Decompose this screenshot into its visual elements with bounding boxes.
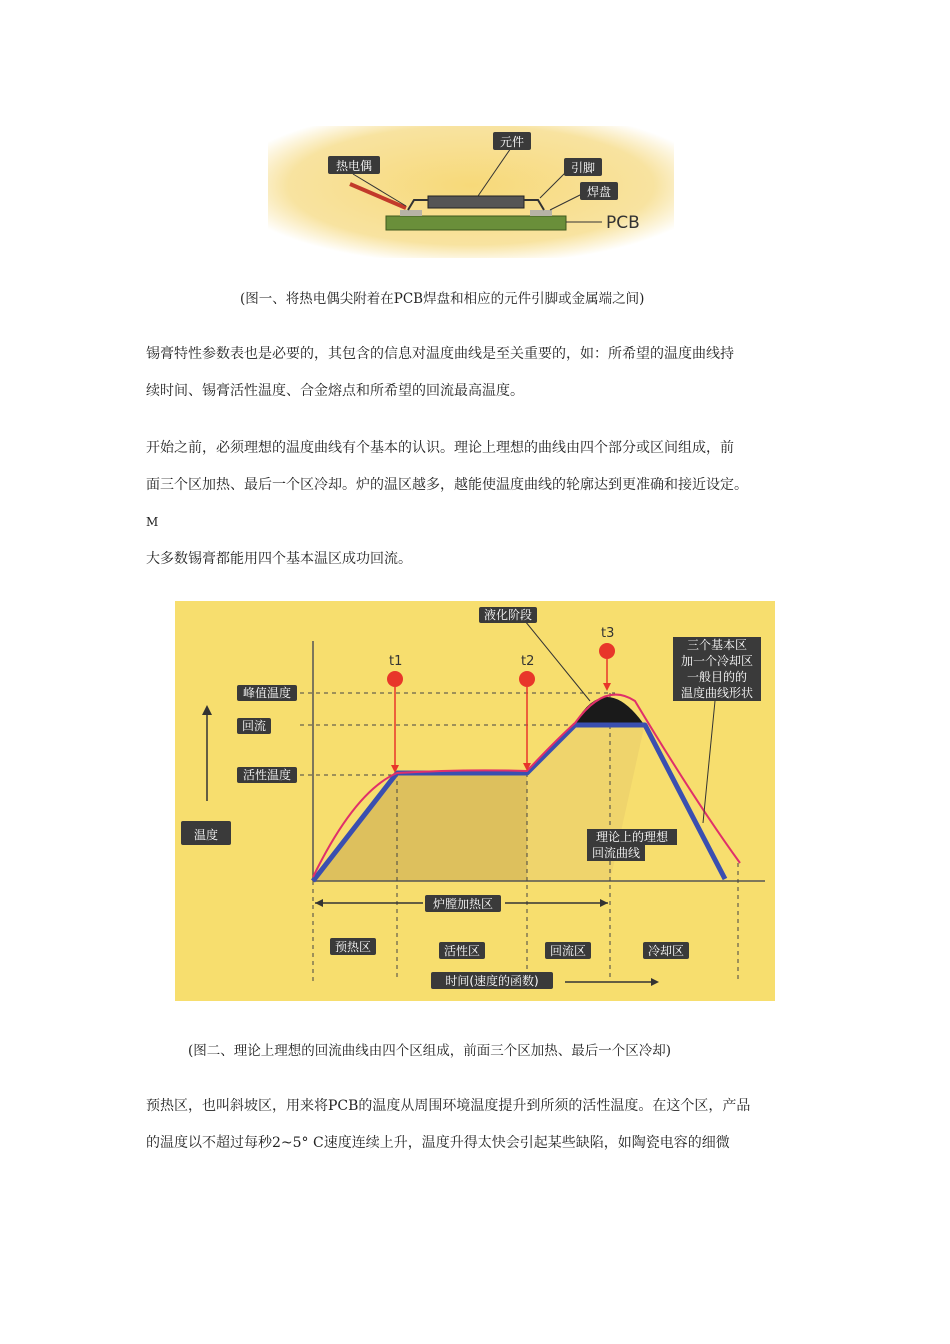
pcb-board bbox=[386, 216, 566, 230]
zone-cooling-label: 冷却区 bbox=[647, 944, 685, 958]
paragraph-2-line-1: 开始之前，必须理想的温度曲线有个基本的认识。理论上理想的曲线由四个部分或区间组成，前 bbox=[146, 440, 734, 456]
zone-preheat-label: 预热区 bbox=[334, 940, 372, 954]
paragraph-2-line-3: M bbox=[146, 515, 159, 529]
paragraph-2-line-4: 大多数锡膏都能用四个基本温区成功回流。 bbox=[146, 551, 412, 567]
pad-left bbox=[400, 210, 422, 216]
component-label: 元件 bbox=[499, 135, 525, 149]
temperature-axis-label: 温度 bbox=[193, 828, 219, 842]
figure2-caption: (图二、理论上理想的回流曲线由四个区组成，前面三个区加热、最后一个区冷却) bbox=[188, 1043, 672, 1059]
figure-reflow-profile-diagram bbox=[175, 601, 775, 1001]
paragraph-1-line-1: 锡膏特性参数表也是必要的，其包含的信息对温度曲线是至关重要的，如：所希望的温度曲线持 bbox=[146, 346, 734, 362]
thermocouple-label: 热电偶 bbox=[335, 159, 373, 173]
t3-label: t3 bbox=[601, 626, 615, 641]
liquidus-label: 液化阶段 bbox=[483, 608, 533, 622]
t3-marker bbox=[599, 643, 615, 659]
reflow-label: 回流 bbox=[241, 719, 267, 733]
paragraph-3-line-2: 的温度以不超过每秒2~5° C速度连续上升，温度升得太快会引起某些缺陷，如陶瓷电容的细微 bbox=[146, 1135, 730, 1151]
pad-right bbox=[530, 210, 552, 216]
peak-temp-label: 峰值温度 bbox=[242, 686, 292, 700]
time-axis-label: 时间(速度的函数) bbox=[445, 974, 539, 988]
heating-range-label: 炉膛加热区 bbox=[432, 897, 494, 911]
zone-reflow-label: 回流区 bbox=[549, 944, 587, 958]
component-body bbox=[428, 196, 524, 208]
t2-marker bbox=[519, 671, 535, 687]
t1-marker bbox=[387, 671, 403, 687]
ideal-curve-label-line-2: 回流曲线 bbox=[591, 846, 641, 860]
t1-label: t1 bbox=[389, 654, 403, 669]
paragraph-2-line-2: 面三个区加热、最后一个区冷却。炉的温区越多，越能使温度曲线的轮廓达到更准确和接近设定。 bbox=[146, 477, 748, 493]
lead-label: 引脚 bbox=[570, 161, 596, 175]
pad-label: 焊盘 bbox=[586, 185, 612, 199]
pcb-label: PCB bbox=[606, 213, 640, 233]
note-line-1: 三个基本区 bbox=[686, 638, 748, 652]
t2-label: t2 bbox=[521, 654, 535, 669]
note-line-3: 一般目的的 bbox=[686, 670, 748, 684]
figure1-caption: (图一、将热电偶尖附着在PCB焊盘和相应的元件引脚或金属端之间) bbox=[240, 291, 645, 307]
ideal-curve-label-line-1: 理论上的理想 bbox=[595, 830, 669, 844]
paragraph-1-line-2: 续时间、锡膏活性温度、合金熔点和所希望的回流最高温度。 bbox=[146, 383, 524, 399]
paragraph-3-line-1: 预热区，也叫斜坡区，用来将PCB的温度从周围环境温度提升到所须的活性温度。在这个区，产品 bbox=[146, 1098, 751, 1114]
note-line-2: 加一个冷却区 bbox=[680, 654, 754, 668]
activation-temp-label: 活性温度 bbox=[242, 768, 292, 782]
note-box bbox=[673, 637, 761, 701]
note-line-4: 温度曲线形状 bbox=[680, 686, 754, 700]
figure-thermocouple-diagram bbox=[268, 126, 674, 258]
zone-active-label: 活性区 bbox=[443, 944, 481, 958]
